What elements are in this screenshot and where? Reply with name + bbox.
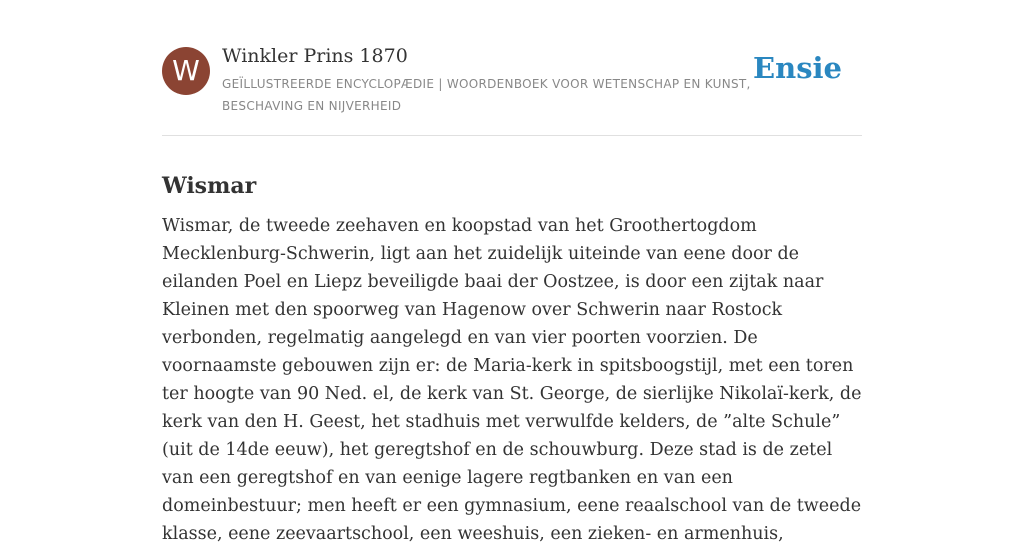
page-container bbox=[162, 0, 862, 544]
site-subtitle: GEÏLLUSTREERDE ENCYCLOPÆDIE | WOORDENBOEK VOOR WETENSCHAP EN KUNST, BESCHAVING EN NIJVERHEID bbox=[222, 77, 751, 113]
ensie-logo[interactable]: Ensie bbox=[753, 51, 842, 85]
entry-body: Wismar, de tweede zeehaven en koopstad van het Groothertogdom Mecklenburg-Schwerin, ligt aan het zuidelijk uiteinde van eene door de eilanden Poel en Liepz beveiligde baai der Oostzee, is door een zijtak naar Kleinen met den spoorweg van Hagenow over Schwerin naar Rostock verbonden, regelmatig aangelegd en van vier poorten voorzien. De voornaamste gebouwen zijn er: de Maria-kerk in spitsboogstijl, met een toren ter hoogte van 90 Ned. el, de kerk van St. George, de sierlijke Nikolaï-kerk, de kerk van den H. Geest, het stadhuis met verwulfde kelders, de ”alte Schule” (uit de 14de eeuw), het geregtshof en de schouwburg. Deze stad is de zetel van een geregtshof en van eenige lagere regtbanken en van een domeinbestuur; men heeft er een gymnasium, eene reaalschool van de tweede klasse, eene zeevaartschool, een weeshuis, een zieken- en armenhuis, bbox=[162, 216, 862, 544]
entry-title: Wismar bbox=[162, 172, 257, 199]
site-header bbox=[162, 0, 862, 136]
site-avatar[interactable]: W bbox=[162, 47, 210, 95]
site-title[interactable]: Winkler Prins 1870 bbox=[222, 45, 408, 67]
